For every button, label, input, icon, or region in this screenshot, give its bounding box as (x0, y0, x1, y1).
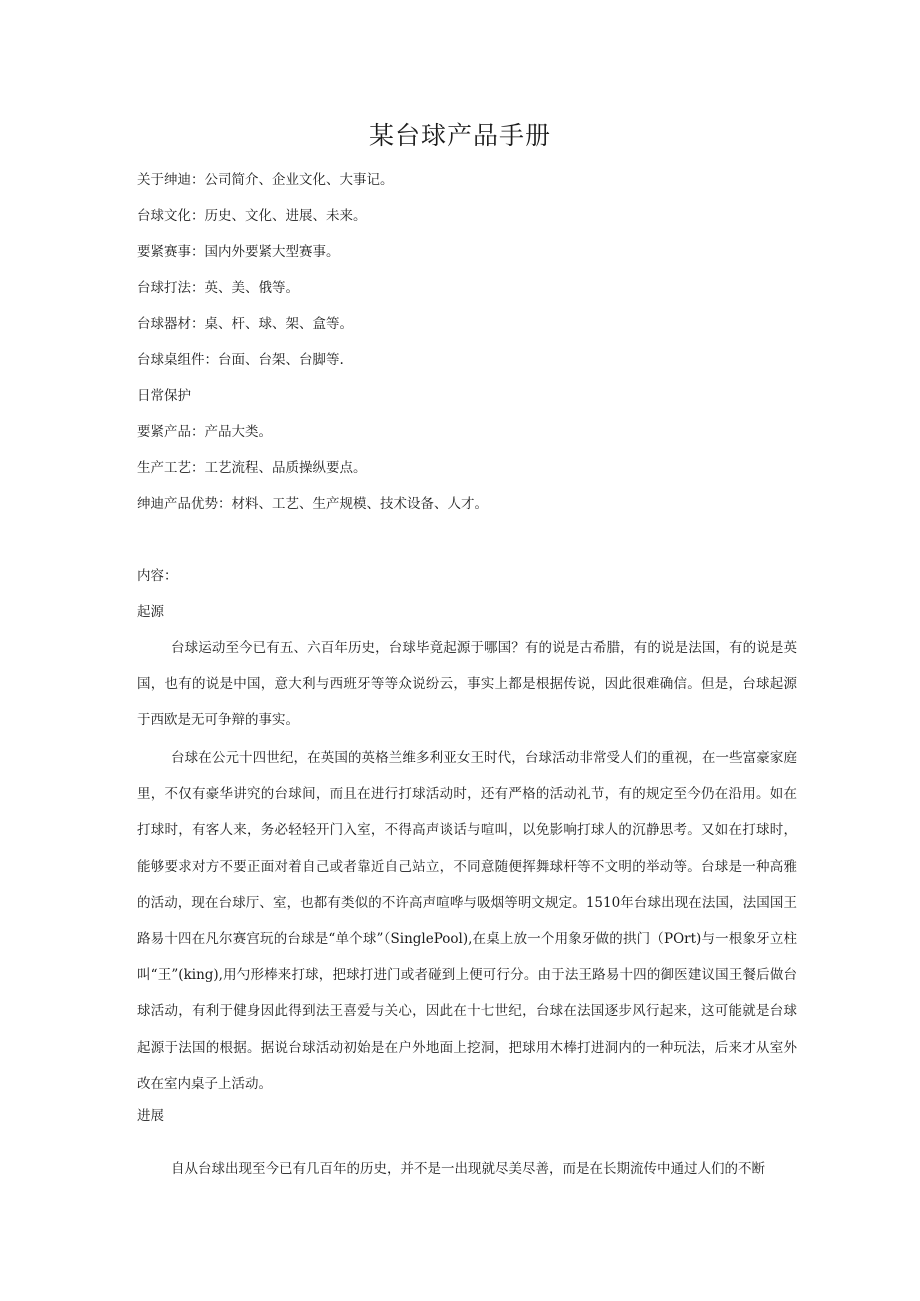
section-heading-development: 进展 (137, 1108, 164, 1124)
toc-item: 关于绅迪：公司简介、企业文化、大事记。 (137, 172, 394, 188)
document-title: 某台球产品手册 (368, 121, 551, 150)
body-paragraph: 台球运动至今已有五、六百年历史，台球毕竟起源于哪国？有的说是古希腊，有的说是法国，有的说是英国，也有的说是中国，意大利与西班牙等等众说纷云，事实上都是根据传说，因此很难确信。但是，台球起源于西欧是无可争辩的事实。 (137, 640, 797, 729)
toc-item: 台球文化：历史、文化、进展、未来。 (137, 208, 367, 224)
toc-item: 台球桌组件：台面、台架、台脚等. (137, 352, 344, 368)
toc-item: 绅迪产品优势：材料、工艺、生产规模、技术设备、人才。 (137, 496, 488, 512)
toc-item: 日常保护 (137, 388, 191, 404)
toc-item: 台球器材：桌、杆、球、架、盒等。 (137, 316, 353, 332)
table-of-contents (137, 166, 797, 526)
section-heading-origin: 起源 (137, 604, 164, 620)
toc-item: 要紧产品：产品大类。 (137, 424, 272, 440)
body-paragraph: 自从台球出现至今已有几百年的历史，并不是一出现就尽美尽善，而是在长期流传中通过人们的不断 (171, 1161, 765, 1177)
toc-item: 台球打法：英、美、俄等。 (137, 280, 299, 296)
toc-item: 要紧赛事：国内外要紧大型赛事。 (137, 244, 340, 260)
toc-item: 生产工艺：工艺流程、品质操纵要点。 (137, 460, 367, 476)
body-paragraph: 台球在公元十四世纪，在英国的英格兰维多利亚女王时代，台球活动非常受人们的重视，在一些富豪家庭里，不仅有豪华讲究的台球间，而且在进行打球活动时，还有严格的活动礼节，有的规定至今仍在沿用。如在打球时，有客人来，务必轻轻开门入室，不得高声谈话与喧叫，以免影响打球人的沉静思考。又如在打球时，能够要求对方不要正面对着自己或者靠近自己站立，不同意随便挥舞球杆等不文明的举动等。台球是一种高雅的活动，现在台球厅、室，也都有类似的不许高声喧哗与吸烟等明文规定。1510年台球出现在法国，法国国王路易十四在凡尔赛宫玩的台球是“单个球”（SinglePool),在桌上放一个用象牙做的拱门（POrt)与一根象牙立柱叫“王”(king),用勺形棒来打球，把球打进门或者碰到上便可行分。由于法王路易十四的御医建议国王餐后做台球活动，有利于健身因此得到法王喜爱与关心，因此在十七世纪，台球在法国逐步风行起来，这可能就是台球起源于法国的根据。据说台球活动初始是在户外地面上挖洞，把球用木棒打进洞内的一种玩法，后来才从室外改在室内桌子上活动。 (137, 750, 797, 1092)
content-label: 内容： (137, 568, 178, 584)
